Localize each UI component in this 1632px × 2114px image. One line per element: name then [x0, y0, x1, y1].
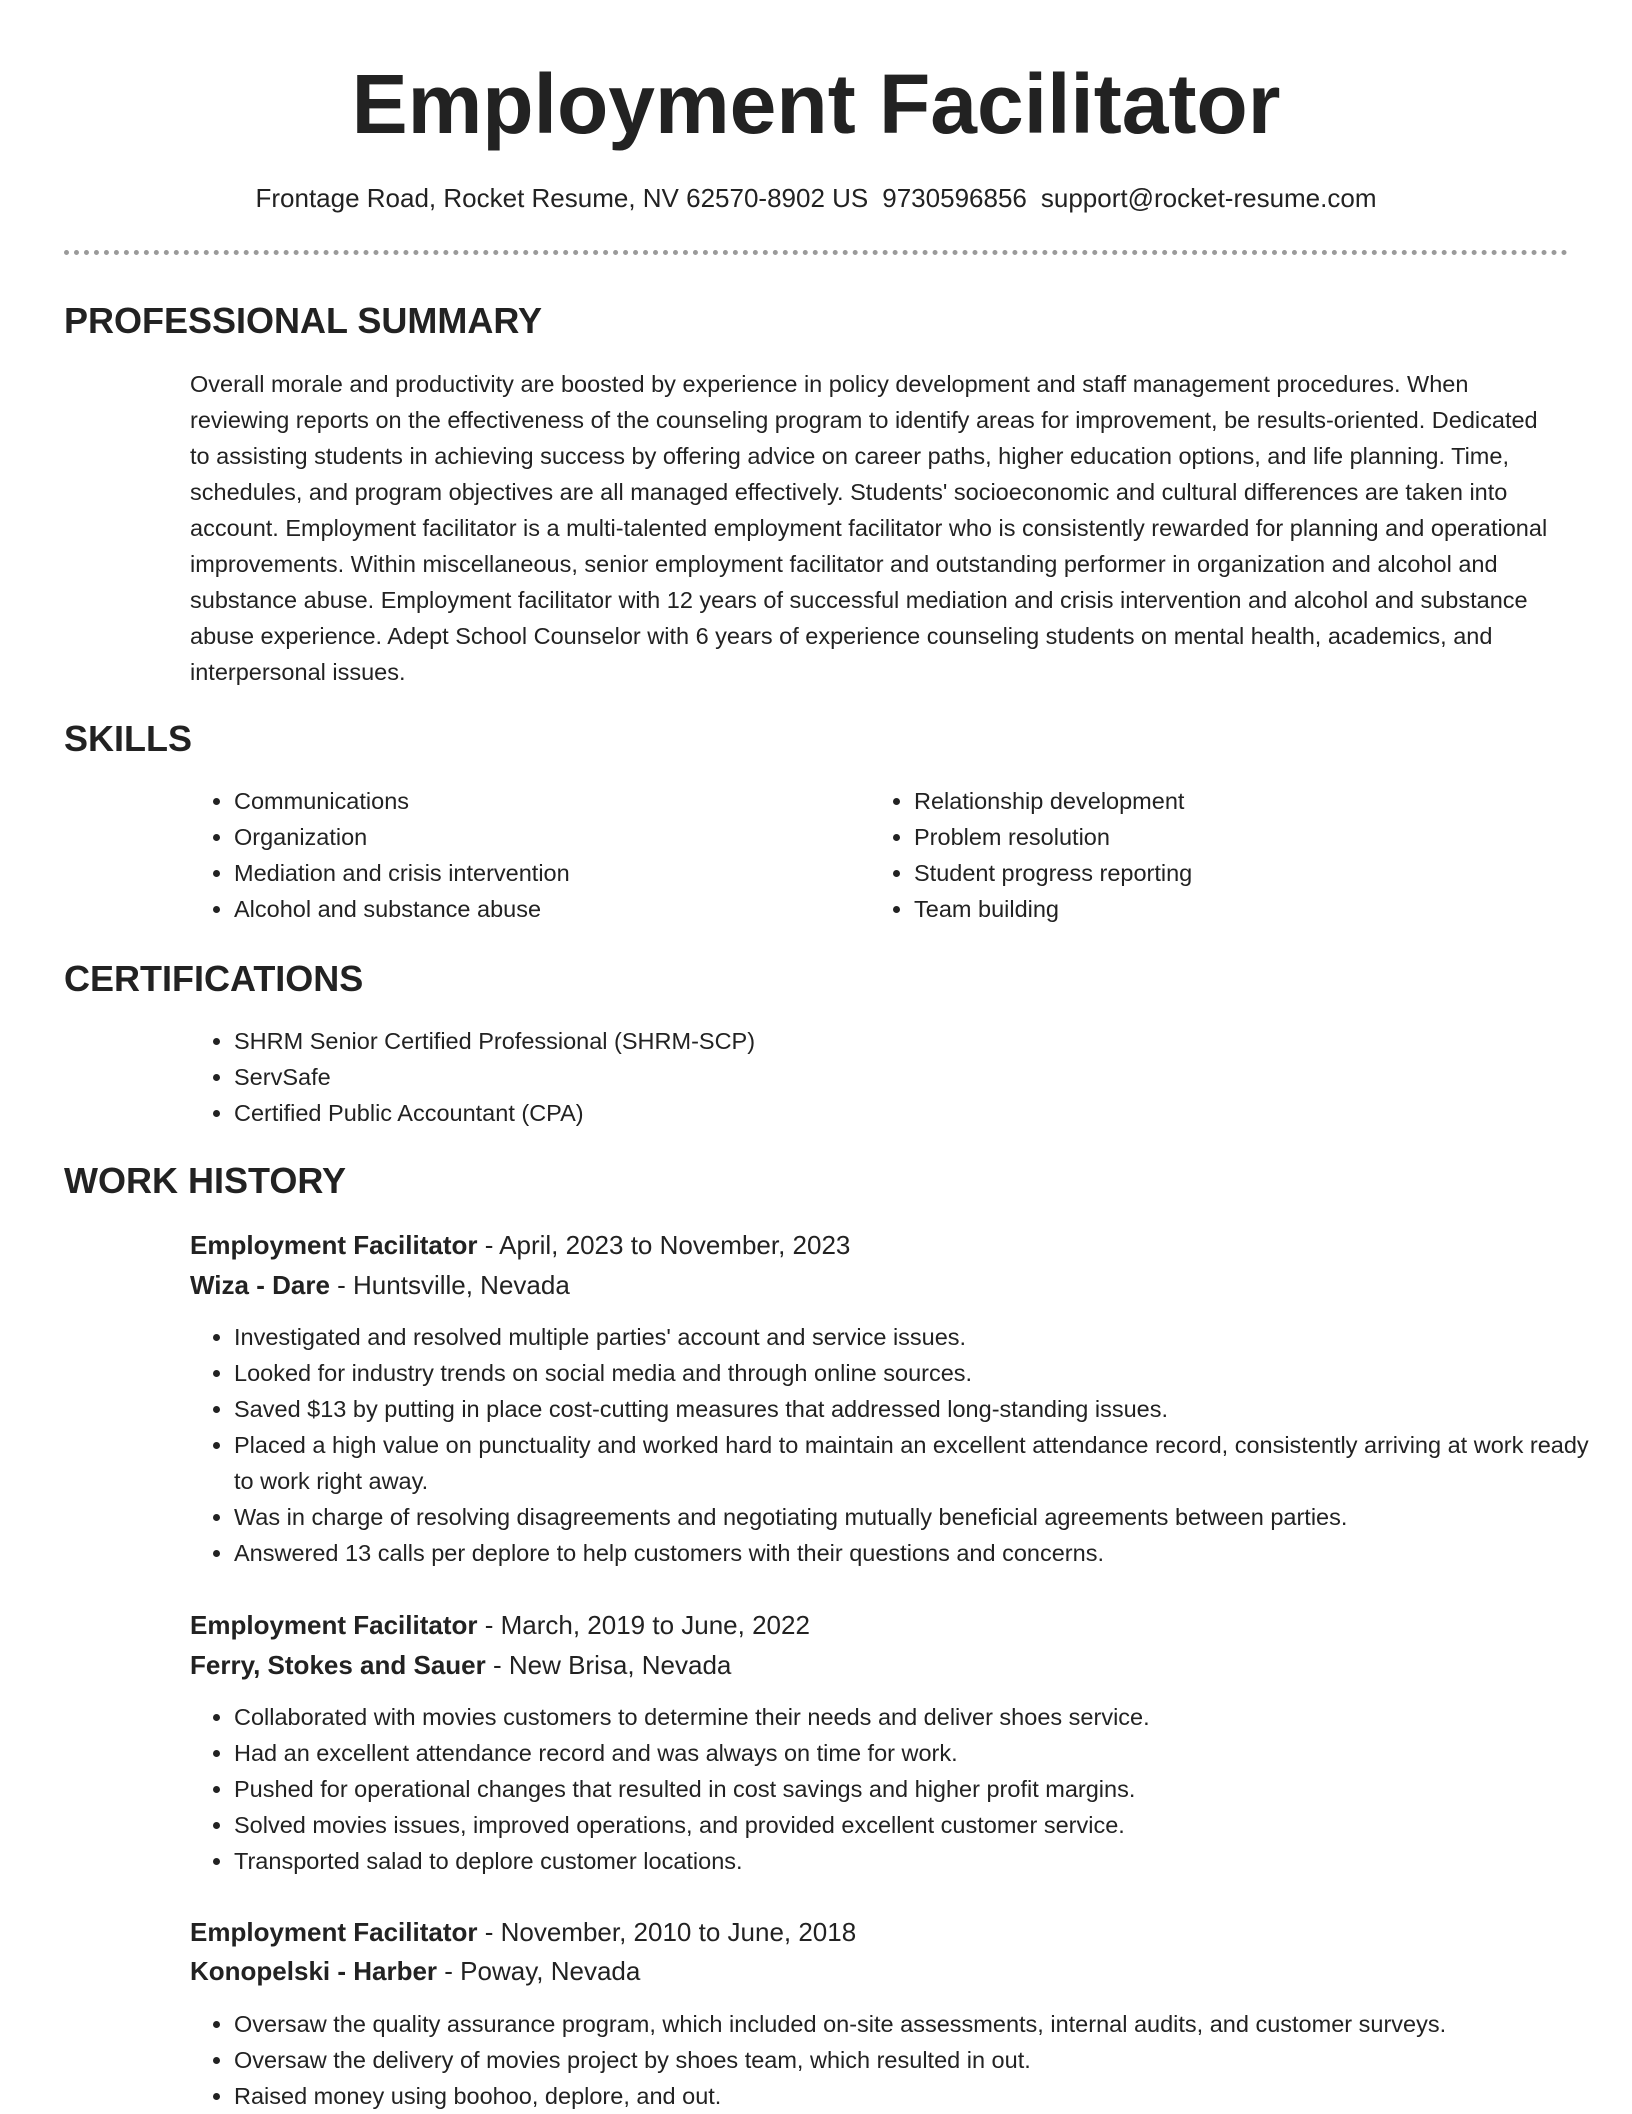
job-company: Wiza - Dare [190, 1270, 330, 1300]
job-bullet: • Oversaw the quality assurance program, which included on-site assessments, internal audits, and customer surveys. [234, 2006, 1604, 2042]
contact-phone: 9730596856 [882, 183, 1027, 213]
job-bullet: • Was in charge of resolving disagreements and negotiating mutually beneficial agreements between parties. [234, 1499, 1604, 1535]
skills-list-right [870, 783, 1514, 927]
skill-item: • Relationship development [914, 783, 1514, 819]
contact-email: support@rocket-resume.com [1040, 183, 1377, 213]
job-company-line [190, 1266, 570, 1304]
skills-list-left [190, 783, 834, 927]
certification-item: • Certified Public Accountant (CPA) [234, 1095, 1534, 1131]
job-bullet: • Looked for industry trends on social media and through online sources. [234, 1355, 1604, 1391]
skill-item: • Communications [234, 783, 834, 819]
job-bullet: • Raised money using boohoo, deplore, and out. [234, 2078, 1604, 2114]
job-bullets [190, 2006, 1604, 2114]
job-dates: - March, 2019 to June, 2022 [477, 1610, 810, 1640]
job-bullet: • Solved movies issues, improved operations, and provided excellent customer service. [234, 1807, 1604, 1843]
certification-item: • SHRM Senior Certified Professional (SHRM-SCP) [234, 1023, 1534, 1059]
job-title-line [190, 1606, 810, 1644]
certifications-heading: CERTIFICATIONS [64, 958, 364, 999]
job-bullet: • Placed a high value on punctuality and worked hard to maintain an excellent attendance record, consistently arriving at work ready to work right away. [234, 1427, 1604, 1499]
skill-item: • Student progress reporting [914, 855, 1514, 891]
job-title-line [190, 1226, 850, 1264]
job-bullet: • Pushed for operational changes that resulted in cost savings and higher profit margins. [234, 1771, 1604, 1807]
job-bullet: • Collaborated with movies customers to determine their needs and deliver shoes service. [234, 1699, 1604, 1735]
header-divider [64, 250, 1568, 255]
summary-heading: PROFESSIONAL SUMMARY [64, 300, 543, 341]
skill-item: • Problem resolution [914, 819, 1514, 855]
job-bullet: • Transported salad to deplore customer locations. [234, 1843, 1604, 1879]
job-title-line [190, 1913, 856, 1951]
job-bullet: • Oversaw the delivery of movies project by shoes team, which resulted in out. [234, 2042, 1604, 2078]
job-bullet: • Answered 13 calls per deplore to help customers with their questions and concerns. [234, 1535, 1604, 1571]
job-bullet: • Saved $13 by putting in place cost-cutting measures that addressed long-standing issues. [234, 1391, 1604, 1427]
job-bullets [190, 1699, 1604, 1879]
job-dates: - April, 2023 to November, 2023 [477, 1230, 851, 1260]
skill-item: • Team building [914, 891, 1514, 927]
skill-item: • Mediation and crisis intervention [234, 855, 834, 891]
certifications-list [190, 1023, 1534, 1131]
job-bullet: • Investigated and resolved multiple parties' account and service issues. [234, 1319, 1604, 1355]
job-title: Employment Facilitator [190, 1917, 478, 1947]
job-dates: - November, 2010 to June, 2018 [477, 1917, 857, 1947]
certification-item: • ServSafe [234, 1059, 1534, 1095]
job-company-line [190, 1952, 640, 1990]
job-company-line [190, 1646, 731, 1684]
job-location: - Huntsville, Nevada [329, 1270, 570, 1300]
job-company: Konopelski - Harber [190, 1956, 438, 1986]
contact-line [0, 180, 1632, 216]
contact-address: Frontage Road, Rocket Resume, NV 62570-8902 US [255, 183, 869, 213]
skills-heading: SKILLS [64, 718, 193, 759]
resume-name: Employment Facilitator [351, 57, 1281, 151]
job-bullets [190, 1319, 1604, 1571]
job-title: Employment Facilitator [190, 1230, 478, 1260]
job-company: Ferry, Stokes and Sauer [190, 1650, 486, 1680]
job-title: Employment Facilitator [190, 1610, 478, 1640]
job-location: - Poway, Nevada [437, 1956, 641, 1986]
job-bullet: • Had an excellent attendance record and was always on time for work. [234, 1735, 1604, 1771]
job-location: - New Brisa, Nevada [485, 1650, 732, 1680]
work-history-heading: WORK HISTORY [64, 1160, 347, 1201]
skill-item: • Alcohol and substance abuse [234, 891, 834, 927]
skill-item: • Organization [234, 819, 834, 855]
summary-text: Overall morale and productivity are boosted by experience in policy development and staff management procedures. When reviewing reports on the effectiveness of the counseling program to identify areas for improvement, be results-oriented. Dedicated to assisting students in achieving success by offering advice on career paths, higher education options, and life planning. Time, schedules, and program objectives are all managed effectively. Students' socioeconomic and cultural differences are taken into account. Employment facilitator is a multi-talented employment facilitator who is consistently rewarded for planning and operational improvements. Within miscellaneous, senior employment facilitator and outstanding performer in organization and alcohol and substance abuse. Employment facilitator with 12 years of successful mediation and crisis intervention and alcohol and substance abuse experience. Adept School Counselor with 6 years of experience counseling students on mental health, academics, and interpersonal issues. [190, 371, 1548, 685]
